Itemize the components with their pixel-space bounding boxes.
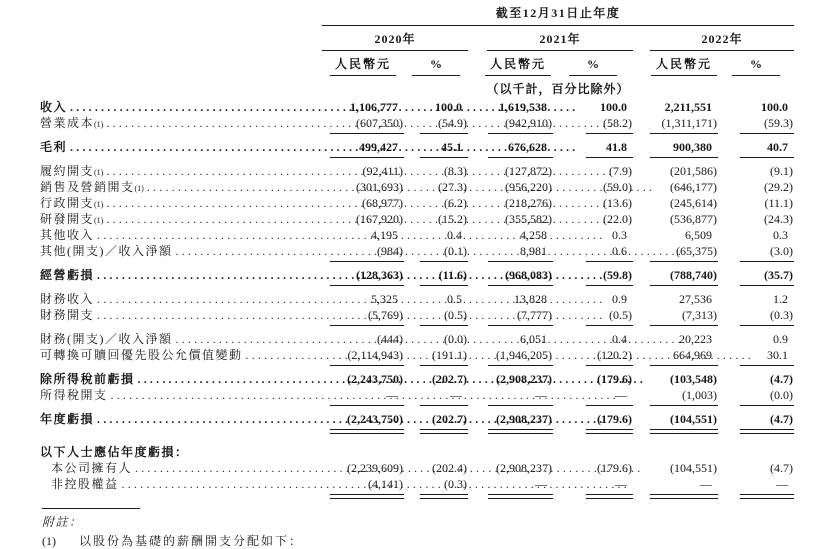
row-label-text: 除所得稅前虧損: [40, 372, 135, 386]
cell-value: (29.2): [764, 180, 793, 194]
cell-value: (536,877): [670, 212, 717, 226]
cell-value: (218,276): [505, 196, 552, 210]
period-header: 截至12月31日止年度: [322, 5, 794, 26]
row-label-text: 所得稅開支: [40, 388, 108, 402]
cell-value: (15.2): [438, 212, 467, 226]
cell-value: (27.3): [438, 180, 467, 194]
cell-value: (3.0): [770, 244, 793, 258]
cell-value: (0.0): [770, 388, 793, 402]
cell-value: 664,969: [673, 348, 712, 362]
cell-value: (607,350): [356, 116, 403, 130]
rule-line: [488, 429, 553, 434]
rule-line: [650, 494, 718, 499]
cell-value: 0.5: [447, 292, 462, 306]
row-label-text: 營業成本: [40, 116, 95, 130]
cell-value: 1.2: [773, 292, 788, 306]
cell-value: 100.0: [435, 100, 462, 114]
footnotes-label: 附註：: [42, 515, 83, 529]
income-statement-table: [40, 5, 794, 503]
cell-value: (2,908,237): [496, 372, 552, 386]
cell-value: (68,977): [362, 196, 403, 210]
row-label: [40, 347, 322, 363]
footnotes: [42, 508, 794, 549]
row-label-text: 研發開支: [40, 212, 95, 226]
row-label: [40, 291, 322, 307]
cell-value: (104,551): [670, 461, 717, 475]
cell-value: 5,325: [371, 292, 398, 306]
cell-value: (0.3): [770, 308, 793, 322]
cell-value: —: [615, 477, 627, 491]
cell-value: (167,920): [356, 212, 403, 226]
cell-value: (54.9): [438, 116, 467, 130]
col-header-text: 人民幣元: [651, 56, 717, 76]
row-label: [40, 99, 322, 115]
row-label-text: 以下人士應佔年度虧損：: [40, 445, 189, 459]
cell-value: (2,114,943): [347, 348, 403, 362]
footnote-divider: [42, 508, 140, 509]
cell-value: (9.1): [770, 164, 793, 178]
rule-line: [330, 429, 404, 434]
cell-value: (11.1): [764, 196, 793, 210]
cell-value: 499,427: [359, 140, 398, 154]
cell-value: (984): [377, 244, 403, 258]
cell-value: (1,946,205): [496, 348, 552, 362]
row-label-text: 其他收入: [40, 228, 95, 242]
cell-value: (22.0): [603, 212, 632, 226]
cell-value: (646,177): [670, 180, 717, 194]
year-header: 2022年: [650, 31, 794, 51]
cell-value: (202.4): [432, 461, 467, 475]
row-label: 營業成本 (1) .....: [40, 115, 322, 131]
cell-value: —: [615, 388, 627, 402]
cell-value: 13,828: [514, 292, 547, 306]
col-header-percent: [553, 56, 633, 76]
cell-value: 4,258: [520, 228, 547, 242]
cell-value: (0.0): [444, 332, 467, 346]
cell-value: (128,363): [356, 268, 403, 282]
cell-value: (4.7): [770, 372, 793, 386]
year-header: 2020年: [322, 31, 468, 51]
row-label: [40, 307, 322, 323]
row-label: [40, 387, 322, 403]
cell-value: (11.6): [438, 268, 467, 282]
row-label-text: 年度虧損: [40, 412, 95, 426]
cell-value: 40.7: [767, 140, 788, 154]
cell-value: 41.8: [606, 140, 627, 154]
row-label: [40, 371, 322, 387]
cell-value: 0.4: [612, 332, 627, 346]
cell-value: (0.1): [444, 244, 467, 258]
cell-value: (59.0): [603, 180, 632, 194]
row-label-text: 財務開支: [40, 308, 95, 322]
cell-value: (103,548): [670, 372, 717, 386]
cell-value: (13.6): [603, 196, 632, 210]
cell-value: (956,220): [505, 180, 552, 194]
row-label-text: 其他(開支)／收入淨額: [40, 244, 173, 258]
cell-value: (1,003): [682, 388, 717, 402]
cell-value: (120.2): [597, 348, 632, 362]
cell-value: 1,619,538: [499, 100, 547, 114]
cell-value: —: [535, 477, 547, 491]
col-header-percent: [404, 56, 468, 76]
cell-value: (0.5): [444, 308, 467, 322]
col-header-text: %: [569, 56, 617, 76]
rule-line: [420, 429, 468, 434]
row-label: 銷售及營銷開支 (1) .....: [40, 179, 322, 195]
col-header-text: %: [732, 56, 780, 76]
rule-line: [420, 494, 468, 499]
cell-value: —: [776, 477, 788, 491]
row-label: 履約開支 (1) .....: [40, 163, 322, 179]
rule-line: [740, 429, 794, 434]
col-header-currency: [322, 56, 404, 76]
row-label-text: 履約開支: [40, 164, 95, 178]
footnote-text: 以股份為基礎的薪酬開支分配如下：: [79, 534, 304, 548]
cell-value: (4.7): [770, 461, 793, 475]
cell-value: (65,375): [676, 244, 717, 258]
cell-value: 20,223: [679, 332, 712, 346]
row-label-text: 毛利: [40, 140, 68, 154]
row-label: [40, 411, 322, 427]
cell-value: (127,872): [505, 164, 552, 178]
cell-value: (444): [377, 332, 403, 346]
row-label: [40, 139, 322, 155]
cell-value: 1,106,777: [350, 100, 398, 114]
cell-value: (92,411): [362, 164, 403, 178]
rule-line: [650, 429, 718, 434]
row-label-text: 可轉換可贖回優先股公允價值變動: [40, 348, 243, 362]
row-label-text: 行政開支: [40, 196, 95, 210]
row-label: [40, 331, 322, 347]
cell-value: 676,628: [508, 140, 547, 154]
col-header-currency: [650, 56, 718, 76]
cell-value: (942,910): [505, 116, 552, 130]
cell-value: (191.1): [432, 348, 467, 362]
cell-value: (179.6): [597, 372, 632, 386]
unit-note: （以千計，百分比除外）: [486, 82, 630, 96]
cell-value: (104,551): [670, 412, 717, 426]
cell-value: (59.3): [764, 116, 793, 130]
rule-line: [586, 494, 633, 499]
cell-value: 30.1: [767, 348, 788, 362]
footnote-item: [42, 533, 794, 549]
cell-value: (2,239,609): [347, 461, 403, 475]
cell-value: (2,243,750): [347, 372, 403, 386]
row-label: [40, 267, 322, 283]
cell-value: 0.3: [773, 228, 788, 242]
cell-value: —: [535, 388, 547, 402]
row-label-text: 收入: [40, 100, 68, 114]
cell-value: 0.9: [773, 332, 788, 346]
cell-value: (4,141): [368, 477, 403, 491]
year-header: 2021年: [487, 31, 633, 51]
cell-value: 6,509: [685, 228, 712, 242]
row-label: [40, 227, 322, 243]
cell-value: (59.8): [603, 268, 632, 282]
row-label-text: 本公司擁有人: [51, 461, 133, 475]
cell-value: (968,083): [505, 268, 552, 282]
cell-value: (5,769): [368, 308, 403, 322]
col-header-text: 人民幣元: [485, 56, 551, 76]
cell-value: (7,777): [517, 308, 552, 322]
rule-line: [488, 494, 553, 499]
cell-value: (202.7): [432, 372, 467, 386]
cell-value: (7.9): [609, 164, 632, 178]
row-label: 研發開支 (1) .....: [40, 211, 322, 227]
cell-value: 0.9: [612, 292, 627, 306]
row-label: [40, 444, 322, 460]
cell-value: (0.5): [609, 308, 632, 322]
cell-value: (179.6): [597, 412, 632, 426]
col-header-text: 人民幣元: [330, 56, 396, 76]
cell-value: (0.3): [444, 477, 467, 491]
cell-value: (788,740): [670, 268, 717, 282]
cell-value: (6.2): [444, 196, 467, 210]
cell-value: (2,908,237): [496, 412, 552, 426]
rule-line: [330, 494, 404, 499]
cell-value: (301,693): [356, 180, 403, 194]
cell-value: 6,051: [520, 332, 547, 346]
cell-value: (179.6): [597, 461, 632, 475]
row-label-text: 財務收入: [40, 292, 95, 306]
row-label: 行政開支 (1) .....: [40, 195, 322, 211]
cell-value: (245,614): [670, 196, 717, 210]
cell-value: (202.7): [432, 412, 467, 426]
cell-value: (58.2): [603, 116, 632, 130]
footnote-number: (1): [42, 534, 56, 548]
row-label: [40, 243, 322, 259]
row-label: [40, 460, 322, 476]
row-label-text: 銷售及營銷開支: [40, 180, 135, 194]
cell-value: (24.3): [764, 212, 793, 226]
cell-value: 0.6: [612, 244, 627, 258]
cell-value: (4.7): [770, 412, 793, 426]
rule-line: [740, 494, 794, 499]
cell-value: 4,195: [371, 228, 398, 242]
cell-value: 45.1: [441, 140, 462, 154]
cell-value: 2,211,551: [664, 100, 712, 114]
col-header-text: %: [412, 56, 460, 76]
cell-value: 100.0: [600, 100, 627, 114]
cell-value: (7,313): [682, 308, 717, 322]
row-label: [40, 476, 322, 492]
cell-value: 0.4: [447, 228, 462, 242]
cell-value: —: [386, 388, 398, 402]
cell-value: 900,380: [673, 140, 712, 154]
cell-value: (35.7): [764, 268, 793, 282]
cell-value: (2,908,237): [496, 461, 552, 475]
cell-value: 27,536: [679, 292, 712, 306]
cell-value: (1,311,171): [661, 116, 717, 130]
row-label-text: 經營虧損: [40, 268, 95, 282]
row-label-text: 財務(開支)／收入淨額: [40, 332, 173, 346]
cell-value: (355,582): [505, 212, 552, 226]
cell-value: —: [450, 388, 462, 402]
cell-value: (2,243,750): [347, 412, 403, 426]
cell-value: 100.0: [761, 100, 788, 114]
col-header-percent: [718, 56, 794, 76]
cell-value: 8,981: [520, 244, 547, 258]
rule-line: [586, 429, 633, 434]
cell-value: 0.3: [612, 228, 627, 242]
cell-value: (201,586): [670, 164, 717, 178]
row-label-text: 非控股權益: [51, 477, 119, 491]
cell-value: —: [700, 477, 712, 491]
cell-value: (8.3): [444, 164, 467, 178]
col-header-currency: [483, 56, 553, 76]
